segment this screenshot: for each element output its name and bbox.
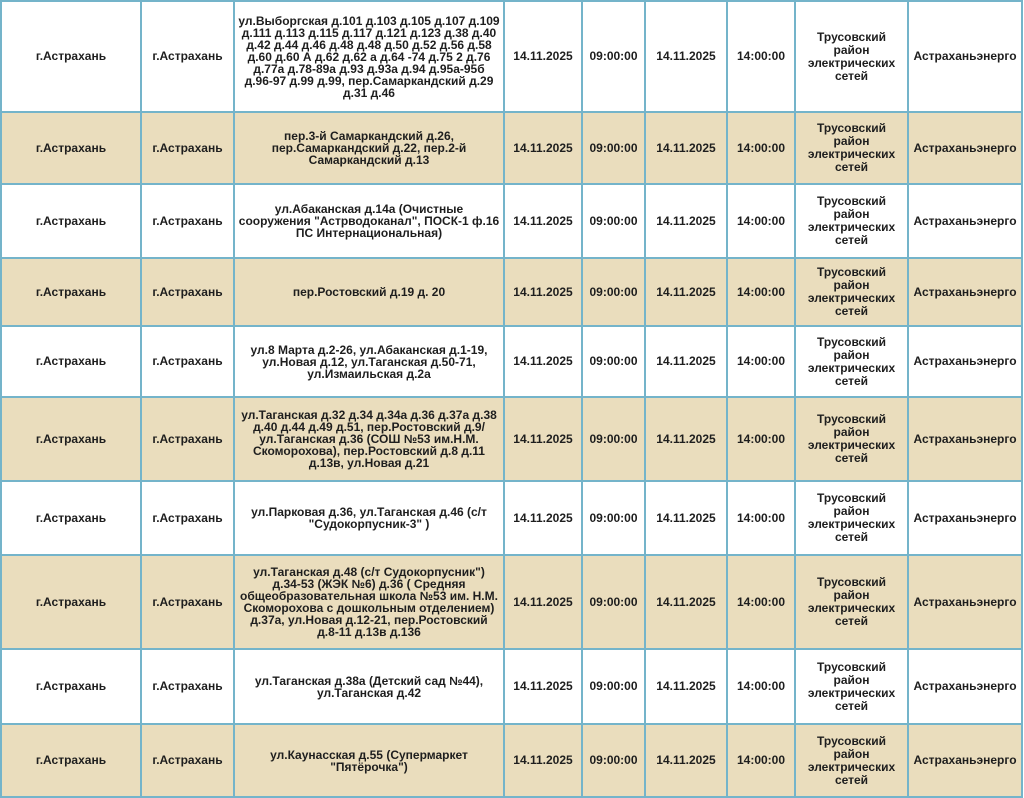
start-time-cell: 09:00:00 xyxy=(582,112,645,184)
network-district-cell: Трусовский район электрических сетей xyxy=(795,649,908,724)
table-row xyxy=(1,649,1022,724)
end-date-cell: 14.11.2025 xyxy=(645,397,727,481)
locality-cell: г.Астрахань xyxy=(141,397,234,481)
address-cell: ул.Выборгская д.101 д.103 д.105 д.107 д.109 д.111 д.113 д.115 д.117 д.121 д.123 д.38 д.40 д.42 д.44 д.46 д.48 д.48 д.50 д.52 д.56 д.58 д.60 д.60 А д.62 д.62 а д.64 -74 д.75 2 д.76 д.77а д.78-89а д.93 д.93а д.94 д.95а-95б д.96-97 д.99 д.99, пер.Самаркандский д.29 д.31 д.46 xyxy=(234,1,504,112)
network-district-cell: Трусовский район электрических сетей xyxy=(795,184,908,258)
city-cell: г.Астрахань xyxy=(1,481,141,555)
end-date-cell: 14.11.2025 xyxy=(645,326,727,397)
locality-cell: г.Астрахань xyxy=(141,112,234,184)
network-district-cell: Трусовский район электрических сетей xyxy=(795,724,908,797)
address-cell: пер.3-й Самаркандский д.26, пер.Самаркандский д.22, пер.2-й Самаркандский д.13 xyxy=(234,112,504,184)
city-cell: г.Астрахань xyxy=(1,326,141,397)
energy-company-cell: Астраханьэнерго xyxy=(908,481,1022,555)
end-time-cell: 14:00:00 xyxy=(727,397,795,481)
locality-cell: г.Астрахань xyxy=(141,326,234,397)
table-row xyxy=(1,258,1022,326)
end-date-cell: 14.11.2025 xyxy=(645,649,727,724)
table-row xyxy=(1,112,1022,184)
city-cell: г.Астрахань xyxy=(1,258,141,326)
end-time-cell: 14:00:00 xyxy=(727,555,795,649)
address-cell: ул.8 Марта д.2-26, ул.Абаканская д.1-19, ул.Новая д.12, ул.Таганская д.50-71, ул.Измаильская д.2а xyxy=(234,326,504,397)
start-time-cell: 09:00:00 xyxy=(582,724,645,797)
locality-cell: г.Астрахань xyxy=(141,481,234,555)
address-cell: ул.Таганская д.38а (Детский сад №44), ул.Таганская д.42 xyxy=(234,649,504,724)
city-cell: г.Астрахань xyxy=(1,397,141,481)
end-time-cell: 14:00:00 xyxy=(727,649,795,724)
start-date-cell: 14.11.2025 xyxy=(504,724,582,797)
address-cell: ул.Таганская д.48 (с/т Судокорпусник") д.34-53 (ЖЭК №6) д.36 ( Средняя общеобразовательная школа №53 им. Н.М. Скоморохова с дошкольным отделением) д.37а, ул.Новая д.12-21, пер.Ростовский д.8-11 д.13в д.136 xyxy=(234,555,504,649)
energy-company-cell: Астраханьэнерго xyxy=(908,397,1022,481)
start-date-cell: 14.11.2025 xyxy=(504,555,582,649)
energy-company-cell: Астраханьэнерго xyxy=(908,1,1022,112)
start-date-cell: 14.11.2025 xyxy=(504,258,582,326)
network-district-cell: Трусовский район электрических сетей xyxy=(795,481,908,555)
locality-cell: г.Астрахань xyxy=(141,258,234,326)
start-date-cell: 14.11.2025 xyxy=(504,184,582,258)
start-time-cell: 09:00:00 xyxy=(582,481,645,555)
table-row xyxy=(1,184,1022,258)
table-row xyxy=(1,326,1022,397)
start-time-cell: 09:00:00 xyxy=(582,184,645,258)
end-time-cell: 14:00:00 xyxy=(727,184,795,258)
network-district-cell: Трусовский район электрических сетей xyxy=(795,112,908,184)
start-date-cell: 14.11.2025 xyxy=(504,326,582,397)
network-district-cell: Трусовский район электрических сетей xyxy=(795,397,908,481)
address-cell: пер.Ростовский д.19 д. 20 xyxy=(234,258,504,326)
city-cell: г.Астрахань xyxy=(1,184,141,258)
city-cell: г.Астрахань xyxy=(1,555,141,649)
start-date-cell: 14.11.2025 xyxy=(504,1,582,112)
start-time-cell: 09:00:00 xyxy=(582,649,645,724)
address-cell: ул.Абаканская д.14а (Очистные сооружения "Астрводоканал", ПОСК-1 ф.16 ПС Интернациональная) xyxy=(234,184,504,258)
city-cell: г.Астрахань xyxy=(1,1,141,112)
address-cell: ул.Таганская д.32 д.34 д.34а д.36 д.37а д.38 д.40 д.44 д.49 д.51, пер.Ростовский д.9/ ул.Таганская д.36 (СОШ №53 им.Н.М. Скоморохова), пер.Ростовский д.8 д.11 д.13в, ул.Новая д.21 xyxy=(234,397,504,481)
locality-cell: г.Астрахань xyxy=(141,1,234,112)
start-date-cell: 14.11.2025 xyxy=(504,649,582,724)
end-date-cell: 14.11.2025 xyxy=(645,1,727,112)
energy-company-cell: Астраханьэнерго xyxy=(908,184,1022,258)
locality-cell: г.Астрахань xyxy=(141,724,234,797)
table-row xyxy=(1,1,1022,112)
end-time-cell: 14:00:00 xyxy=(727,326,795,397)
start-date-cell: 14.11.2025 xyxy=(504,397,582,481)
start-date-cell: 14.11.2025 xyxy=(504,481,582,555)
network-district-cell: Трусовский район электрических сетей xyxy=(795,555,908,649)
end-date-cell: 14.11.2025 xyxy=(645,724,727,797)
table-row xyxy=(1,555,1022,649)
energy-company-cell: Астраханьэнерго xyxy=(908,112,1022,184)
network-district-cell: Трусовский район электрических сетей xyxy=(795,326,908,397)
end-time-cell: 14:00:00 xyxy=(727,724,795,797)
energy-company-cell: Астраханьэнерго xyxy=(908,649,1022,724)
start-time-cell: 09:00:00 xyxy=(582,326,645,397)
end-date-cell: 14.11.2025 xyxy=(645,184,727,258)
start-time-cell: 09:00:00 xyxy=(582,258,645,326)
locality-cell: г.Астрахань xyxy=(141,184,234,258)
energy-company-cell: Астраханьэнерго xyxy=(908,555,1022,649)
end-time-cell: 14:00:00 xyxy=(727,1,795,112)
end-date-cell: 14.11.2025 xyxy=(645,555,727,649)
table-row xyxy=(1,724,1022,797)
city-cell: г.Астрахань xyxy=(1,649,141,724)
energy-company-cell: Астраханьэнерго xyxy=(908,258,1022,326)
energy-company-cell: Астраханьэнерго xyxy=(908,724,1022,797)
end-time-cell: 14:00:00 xyxy=(727,258,795,326)
start-date-cell: 14.11.2025 xyxy=(504,112,582,184)
locality-cell: г.Астрахань xyxy=(141,649,234,724)
end-date-cell: 14.11.2025 xyxy=(645,258,727,326)
end-time-cell: 14:00:00 xyxy=(727,112,795,184)
network-district-cell: Трусовский район электрических сетей xyxy=(795,1,908,112)
table-row xyxy=(1,481,1022,555)
end-time-cell: 14:00:00 xyxy=(727,481,795,555)
address-cell: ул.Парковая д.36, ул.Таганская д.46 (с/т "Судокорпусник-3" ) xyxy=(234,481,504,555)
end-date-cell: 14.11.2025 xyxy=(645,112,727,184)
city-cell: г.Астрахань xyxy=(1,112,141,184)
locality-cell: г.Астрахань xyxy=(141,555,234,649)
city-cell: г.Астрахань xyxy=(1,724,141,797)
start-time-cell: 09:00:00 xyxy=(582,555,645,649)
start-time-cell: 09:00:00 xyxy=(582,1,645,112)
start-time-cell: 09:00:00 xyxy=(582,397,645,481)
network-district-cell: Трусовский район электрических сетей xyxy=(795,258,908,326)
energy-company-cell: Астраханьэнерго xyxy=(908,326,1022,397)
end-date-cell: 14.11.2025 xyxy=(645,481,727,555)
address-cell: ул.Каунасская д.55 (Супермаркет "Пятёрочка") xyxy=(234,724,504,797)
table-row xyxy=(1,397,1022,481)
